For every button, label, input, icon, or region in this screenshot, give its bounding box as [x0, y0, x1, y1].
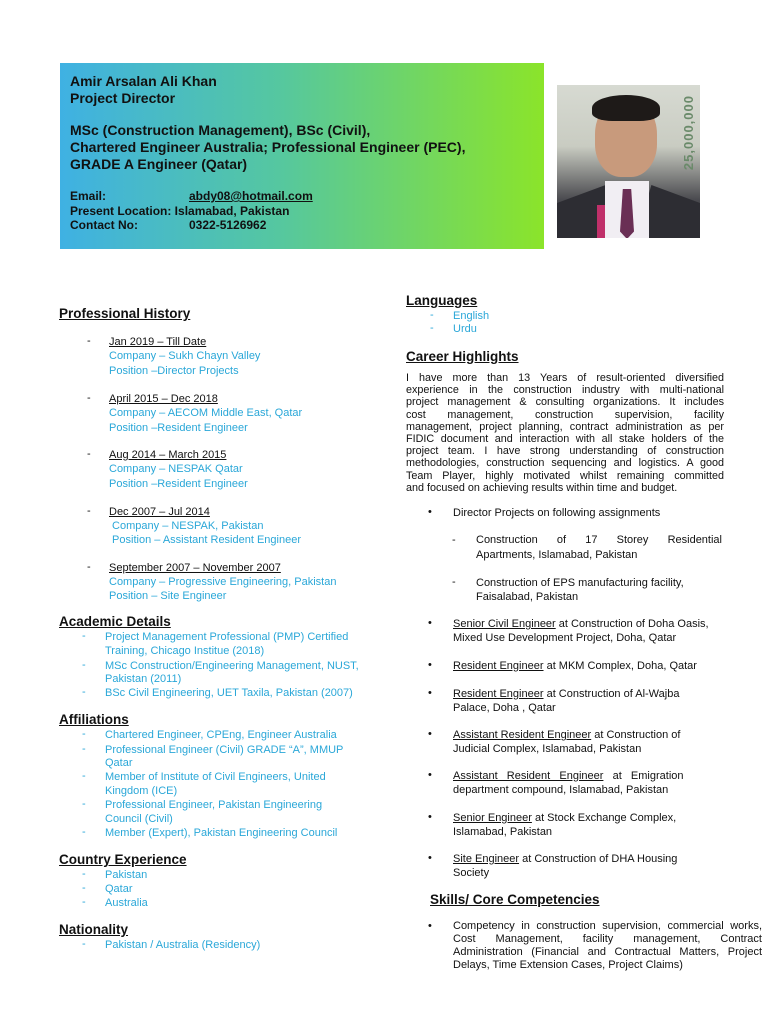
list-dash: - [82, 743, 86, 755]
skills-line: Cost Management, facility management, Contract [453, 933, 762, 945]
contact-number: 0322-5126962 [189, 218, 267, 232]
skills-text [453, 920, 762, 972]
affiliation-item: Professional Engineer (Civil) GRADE “A”, MMUP [105, 744, 344, 756]
list-dash: - [82, 686, 86, 698]
director-projects-item: Director Projects on following assignments [453, 507, 661, 519]
role-detail-line: Palace, Doha , Qatar [453, 702, 556, 714]
summary-line: experience in the construction industry with multi-national [406, 384, 724, 397]
list-dash: - [82, 798, 86, 810]
language-item: English [453, 310, 490, 322]
academic-item: BSc Civil Engineering, UET Taxila, Pakistan (2007) [105, 687, 353, 699]
list-dash: - [452, 534, 456, 546]
role-title: Assistant Resident Engineer [453, 770, 604, 782]
summary-line: cost management, construction supervision, facility [406, 408, 724, 421]
affiliations-heading: Affiliations [59, 712, 129, 727]
history-position: Position –Director Projects [109, 365, 239, 377]
nationality-item: Pakistan / Australia (Residency) [105, 939, 261, 951]
project-item: Construction of 17 Storey Residential [476, 534, 722, 546]
summary-line: methodologies, construction sequencing and logistics. A good [406, 457, 724, 470]
academic-item: MSc Construction/Engineering Management, NUST, [105, 660, 359, 672]
history-dates: April 2015 – Dec 2018 [109, 393, 218, 405]
role-item [453, 811, 676, 825]
skills-line: Competency in construction supervision, commercial works, [453, 920, 762, 932]
summary-line: management, project planning, contract administration as per [406, 420, 724, 433]
role-detail-line: Society [453, 867, 490, 879]
list-dash: - [82, 938, 86, 950]
country-item: Australia [105, 897, 148, 909]
country-item: Pakistan [105, 869, 148, 881]
list-dash: - [430, 322, 434, 334]
country-item: Qatar [105, 883, 133, 895]
summary-line: Team Player, highly motivated whilst remaining committed [406, 469, 724, 482]
history-dates: Aug 2014 – March 2015 [109, 449, 227, 461]
role-title: Resident Engineer [453, 688, 544, 700]
bullet: • [428, 852, 432, 864]
history-company: Company – NESPAK Qatar [109, 463, 243, 475]
bullet: • [428, 659, 432, 671]
affiliation-item: Professional Engineer, Pakistan Engineering [105, 799, 323, 811]
country-experience-heading: Country Experience [59, 852, 187, 867]
career-summary [406, 372, 724, 494]
skills-line: Delays, Time Extension Cases, Project Claims) [453, 959, 683, 971]
list-dash: - [452, 576, 456, 588]
list-dash: - [82, 659, 86, 671]
role-detail: at Construction of Al-Wajba [543, 688, 680, 700]
academic-item: Pakistan (2011) [105, 673, 182, 685]
affiliation-item: Kingdom (ICE) [105, 785, 178, 797]
role-detail: at Construction of Doha Oasis, [555, 618, 709, 630]
role-item [453, 617, 709, 631]
candidate-name: Amir Arsalan Ali Khan [70, 73, 217, 89]
affiliation-item: Member of Institute of Civil Engineers, United [105, 771, 326, 783]
affiliation-item: Council (Civil) [105, 813, 173, 825]
list-dash: - [82, 770, 86, 782]
role-detail: at Emigration [603, 770, 684, 782]
role-item [453, 852, 677, 866]
qualification-line: MSc (Construction Management), BSc (Civil), [70, 122, 371, 138]
role-item [453, 687, 679, 701]
skills-line: Administration (Financial and Contractual Matters, Project [453, 946, 762, 958]
history-position: Position – Site Engineer [109, 590, 227, 602]
academic-item: Training, Chicago Institue (2018) [105, 645, 265, 657]
history-company: Company – NESPAK, Pakistan [109, 520, 264, 532]
list-dash: - [87, 392, 91, 404]
list-dash: - [87, 448, 91, 460]
professional-history-heading: Professional History [59, 306, 191, 321]
list-dash: - [87, 505, 91, 517]
project-item: Apartments, Islamabad, Pakistan [476, 549, 638, 561]
affiliation-item: Chartered Engineer, CPEng, Engineer Australia [105, 729, 337, 741]
photo-lanyard [597, 205, 605, 238]
history-company: Company – Sukh Chayn Valley [109, 350, 261, 362]
list-dash: - [82, 882, 86, 894]
list-dash: - [87, 335, 91, 347]
location-text: Present Location: Islamabad, Pakistan [70, 204, 290, 218]
bullet: • [428, 769, 432, 781]
list-dash: - [82, 826, 86, 838]
email-label: Email: [70, 189, 107, 203]
skills-heading: Skills/ Core Competencies [430, 892, 600, 907]
role-item [453, 769, 684, 783]
summary-line: I have more than 13 Years of result-oriented diversified [406, 372, 724, 384]
role-item [453, 659, 697, 673]
history-position: Position –Resident Engineer [109, 478, 248, 490]
summary-line: project management & consulting organizations. It includes [406, 396, 724, 409]
header-banner [60, 63, 544, 249]
bullet: • [428, 687, 432, 699]
photo-hair [592, 95, 660, 121]
list-dash: - [82, 630, 86, 642]
role-detail-line: Mixed Use Development Project, Doha, Qatar [453, 632, 677, 644]
history-dates: September 2007 – November 2007 [109, 562, 281, 574]
project-item: Faisalabad, Pakistan [476, 591, 579, 603]
history-position: Position – Assistant Resident Engineer [109, 534, 302, 546]
role-detail: at Stock Exchange Complex, [531, 812, 677, 824]
history-company: Company – AECOM Middle East, Qatar [109, 407, 303, 419]
career-highlights-heading: Career Highlights [406, 349, 519, 364]
summary-line: FIDIC document and interaction with all stake holders of the [406, 433, 724, 446]
list-dash: - [82, 896, 86, 908]
bullet: • [428, 617, 432, 629]
role-title: Senior Civil Engineer [453, 618, 556, 630]
contact-label: Contact No: [70, 218, 138, 232]
candidate-title: Project Director [70, 90, 176, 106]
nationality-heading: Nationality [59, 922, 129, 937]
role-detail-line: Judicial Complex, Islamabad, Pakistan [453, 743, 642, 755]
summary-line: and focused on achieving results within time and budget. [406, 481, 678, 494]
role-item [453, 728, 680, 742]
qualification-line: GRADE A Engineer (Qatar) [70, 156, 248, 172]
role-title: Senior Engineer [453, 812, 532, 824]
qualification-line: Chartered Engineer Australia; Professional Engineer (PEC), [70, 139, 466, 155]
bullet: • [428, 506, 432, 518]
role-title: Resident Engineer [453, 660, 544, 672]
list-dash: - [82, 728, 86, 740]
role-title: Assistant Resident Engineer [453, 729, 592, 741]
summary-line: project team. I have strong understanding of construction [406, 445, 724, 458]
affiliation-item: Qatar [105, 757, 133, 769]
history-position: Position –Resident Engineer [109, 422, 248, 434]
role-detail-line: department compound, Islamabad, Pakistan [453, 784, 669, 796]
academic-item: Project Management Professional (PMP) Certified [105, 631, 349, 643]
history-company: Company – Progressive Engineering, Pakistan [109, 576, 337, 588]
role-detail: at Construction of DHA Housing [519, 853, 678, 865]
photo-background-text: 25,000,000 [681, 95, 696, 171]
language-item: Urdu [453, 323, 477, 335]
bullet: • [428, 920, 432, 932]
list-dash: - [82, 868, 86, 880]
bullet: • [428, 811, 432, 823]
list-dash: - [430, 309, 434, 321]
role-title: Site Engineer [453, 853, 520, 865]
affiliation-item: Member (Expert), Pakistan Engineering Council [105, 827, 338, 839]
bullet: • [428, 728, 432, 740]
languages-heading: Languages [406, 293, 478, 308]
academic-heading: Academic Details [59, 614, 171, 629]
project-item: Construction of EPS manufacturing facility, [476, 577, 684, 589]
role-detail-line: Islamabad, Pakistan [453, 826, 553, 838]
profile-photo [557, 85, 700, 238]
email-link[interactable]: abdy08@hotmail.com [189, 189, 313, 203]
role-detail: at MKM Complex, Doha, Qatar [543, 660, 697, 672]
role-detail: at Construction of [591, 729, 681, 741]
list-dash: - [87, 561, 91, 573]
history-dates: Dec 2007 – Jul 2014 [109, 506, 210, 518]
history-dates: Jan 2019 – Till Date [109, 336, 207, 348]
